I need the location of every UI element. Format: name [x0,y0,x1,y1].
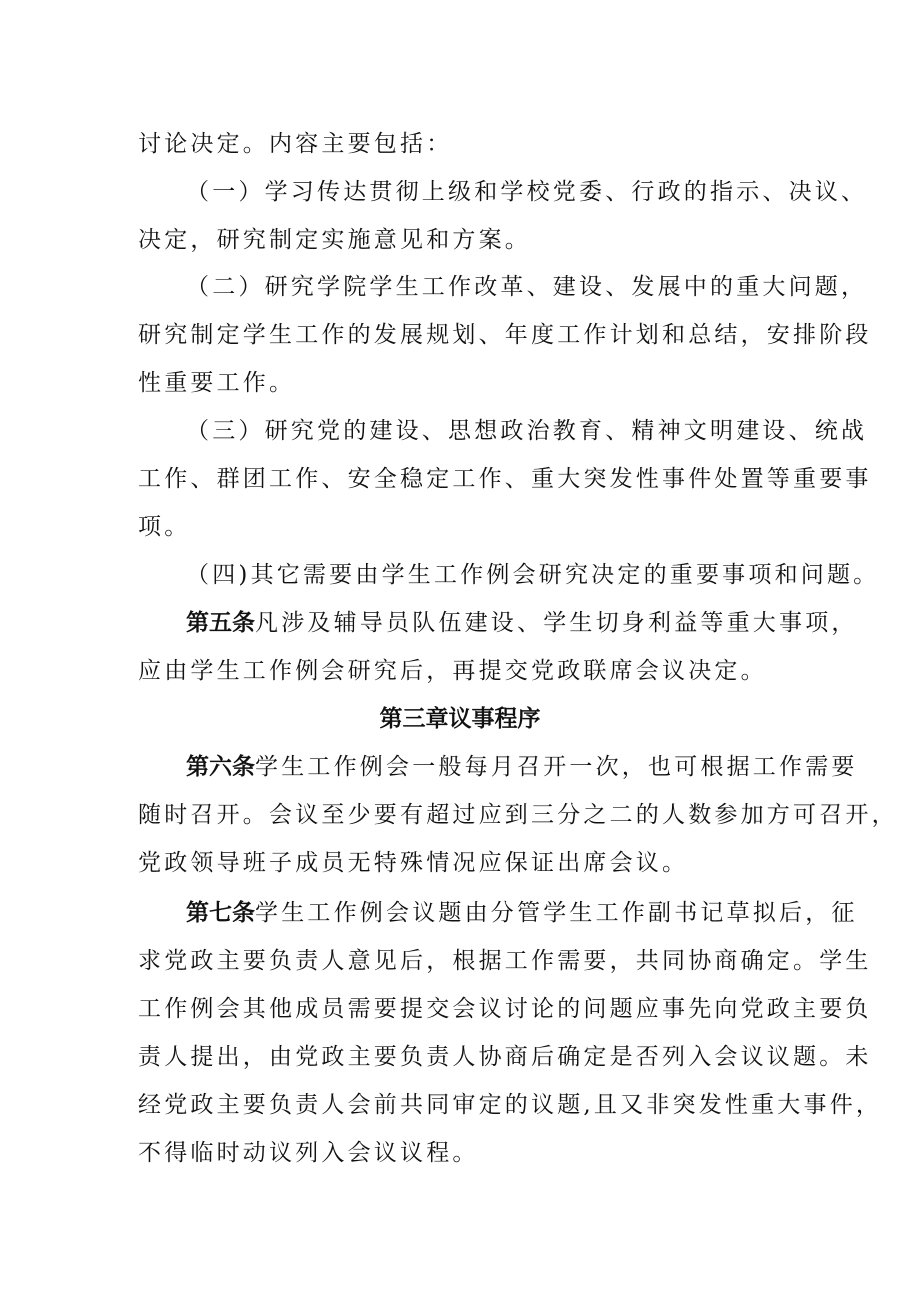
article-6-line-1 [186,752,858,782]
article-7-line-5: 经党政主要负责人会前共同审定的议题,且又非突发性重大事件， [138,1092,883,1118]
article-7-label: 第七条 [186,899,255,926]
article-5-text: 凡涉及辅导员队伍建设、学生切身利益等重大事项， [255,610,858,636]
item-1-line-1: （一）学习传达贯彻上级和学校党委、行政的指示、决议、 [186,179,868,205]
item-3-line-2: 工作、群团工作、安全稳定工作、重大突发性事件处置等重要事 [138,466,872,492]
article-5-line-2: 应由学生工作例会研究后，再提交党政联席会议决定。 [138,658,767,684]
article-7-line-2: 求党政主要负责人意见后，根据工作需要，共同协商确定。学生 [138,948,872,974]
item-3-line-3: 项。 [138,514,191,540]
item-4-line-1: （四)其它需要由学生工作例会研究决定的重要事项和问题。 [186,562,880,588]
article-7-line-4: 责人提出，由党政主要负责人协商后确定是否列入会议议题。未 [138,1044,872,1070]
item-3-line-1: （三）研究党的建设、思想政治教育、精神文明建设、统战 [186,418,868,444]
item-2-line-2: 研究制定学生工作的发展规划、年度工作计划和总结，安排阶段 [138,322,872,348]
article-6-text: 学生工作例会一般每月召开一次，也可根据工作需要 [255,754,858,780]
article-6-line-2: 随时召开。会议至少要有超过应到三分之二的人数参加方可召开， [138,802,898,828]
intro-line: 讨论决定。内容主要包括： [138,131,453,157]
item-1-line-2: 决定，研究制定实施意见和方案。 [138,227,531,253]
article-7-line-6: 不得临时动议列入会议议程。 [138,1140,479,1166]
article-7-text: 学生工作例会议题由分管学生工作副书记草拟后，征 [255,900,858,926]
chapter-3-heading: 第三章议事程序 [379,706,541,732]
article-7-line-1 [186,898,858,928]
article-6-label: 第六条 [186,753,255,780]
article-6-line-3: 党政领导班子成员无特殊情况应保证出席会议。 [138,850,689,876]
article-7-line-3: 工作例会其他成员需要提交会议讨论的问题应事先向党政主要负 [138,996,872,1022]
article-5-line-1 [186,608,858,638]
article-5-label: 第五条 [186,609,255,636]
item-2-line-3: 性重要工作。 [138,370,296,396]
item-2-line-1: （二）研究学院学生工作改革、建设、发展中的重大问题， [186,274,868,300]
